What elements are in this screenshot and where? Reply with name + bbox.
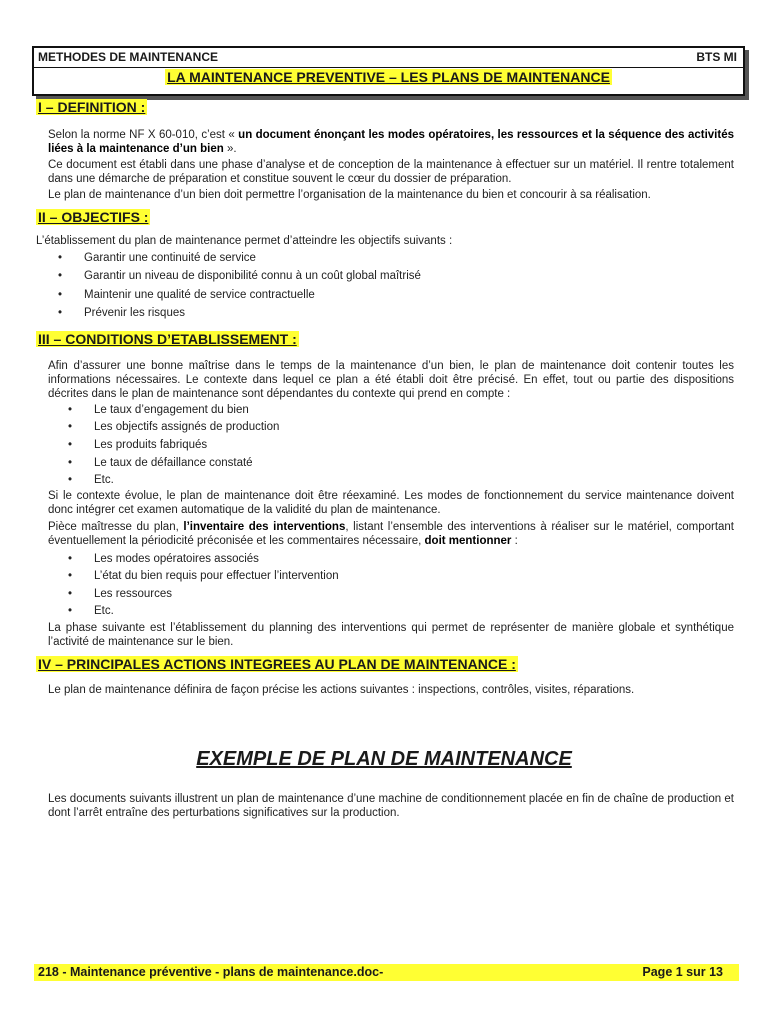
inventaire-text-bold: l’inventaire des interventions: [183, 521, 346, 533]
header-box: [32, 46, 745, 96]
section-objectifs-title: II – OBJECTIFS :: [38, 209, 149, 225]
list-item: • L’état du bien requis pour effectuer l’intervention: [94, 569, 339, 583]
definition-paragraph: [48, 128, 734, 156]
list-item: • Etc.: [94, 604, 114, 618]
page-footer: [34, 964, 739, 981]
definition-text-post: ».: [223, 143, 237, 155]
example-paragraph: Les documents suivants illustrent un plan de maintenance d’une machine de conditionnement placée en fin de chaîne de production et dont l’arrêt entraîne des perturbations significatives sur la production.: [48, 793, 734, 819]
header-row: [38, 50, 737, 66]
conditions-paragraph-2: Si le contexte évolue, le plan de maintenance doit être réexaminé. Les modes de fonctionnement du service maintenance doivent donc intégrer cet examen automatique de la validité du plan de maintenance.: [48, 490, 734, 516]
header-divider: [34, 67, 743, 68]
list-item: • Garantir un niveau de disponibilité connu à un coût global maîtrisé: [84, 269, 421, 283]
conditions-paragraph-1: Afin d’assurer une bonne maîtrise dans le temps de la maintenance d’un bien, le plan de maintenance doit contenir toutes les informations nécessaires. Le contexte dans lequel ce plan a été établi doit être précisé. En effet, tout ou partie des dispositions décrites dans le plan de maintenance sont dépendantes du contexte qui prend en compte :: [48, 360, 734, 400]
inventaire-text-c: , listant l’ensemble des interventions à réaliser sur le matériel, comportant éventuellement la périodicité préconisée et les commentaires nécessaire,: [48, 521, 734, 547]
list-item: • Les produits fabriqués: [94, 438, 207, 452]
section-definition-title: I – DEFINITION :: [38, 99, 146, 115]
footer-filename: 218 - Maintenance préventive - plans de maintenance.doc-: [38, 965, 384, 979]
list-item: • Etc.: [94, 473, 114, 487]
conditions-paragraph-4: La phase suivante est l’établissement du planning des interventions qui permet de représenter de manière globale et synthétique l’activité de maintenance sur le bien.: [48, 622, 734, 648]
list-item: • Prévenir les risques: [84, 306, 185, 320]
objectifs-intro: L’établissement du plan de maintenance permet d’atteindre les objectifs suivants :: [36, 235, 453, 247]
definition-text-bold: un document énonçant les modes opératoires, les ressources et la séquence des activités liées à la maintenance d’un bien: [48, 129, 734, 155]
conditions-paragraph-3: [48, 520, 734, 548]
section-actions-title: IV – PRINCIPALES ACTIONS INTEGREES AU PLAN DE MAINTENANCE :: [38, 656, 516, 672]
list-item: • Les modes opératoires associés: [94, 552, 259, 566]
list-item: • Garantir une continuité de service: [84, 251, 256, 265]
definition-paragraph-3: Le plan de maintenance d’un bien doit permettre l’organisation de la maintenance du bien et concourir à sa réalisation.: [48, 189, 651, 201]
list-item: • Les objectifs assignés de production: [94, 420, 279, 434]
class-label: BTS MI: [696, 50, 737, 64]
document-title-text: LA MAINTENANCE PREVENTIVE – LES PLANS DE MAINTENANCE: [167, 69, 610, 85]
list-item: • Maintenir une qualité de service contractuelle: [84, 288, 315, 302]
course-title: METHODES DE MAINTENANCE: [38, 50, 219, 64]
definition-paragraph-2: Ce document est établi dans une phase d’analyse et de conception de la maintenance à effectuer sur un matériel. Il rentre totalement dans une démarche de préparation et constitue souvent le cœur du dossier de préparation.: [48, 159, 734, 185]
list-item: • Le taux d’engagement du bien: [94, 403, 249, 417]
list-item: • Les ressources: [94, 587, 172, 601]
list-item: • Le taux de défaillance constaté: [94, 456, 253, 470]
document-title: [34, 69, 743, 87]
doit-mentionner-bold: doit mentionner: [424, 535, 512, 547]
section-conditions-title: III – CONDITIONS D’ETABLISSEMENT :: [38, 331, 297, 347]
page-number: Page 1 sur 13: [642, 965, 723, 979]
actions-paragraph: Le plan de maintenance définira de façon précise les actions suivantes : inspections, contrôles, visites, réparations.: [48, 684, 635, 696]
definition-text-pre: Selon la norme NF X 60-010, c’est «: [48, 129, 239, 141]
example-title: EXEMPLE DE PLAN DE MAINTENANCE: [196, 748, 572, 770]
inventaire-text-e: :: [511, 535, 518, 547]
inventaire-text-a: Pièce maîtresse du plan,: [48, 521, 184, 533]
